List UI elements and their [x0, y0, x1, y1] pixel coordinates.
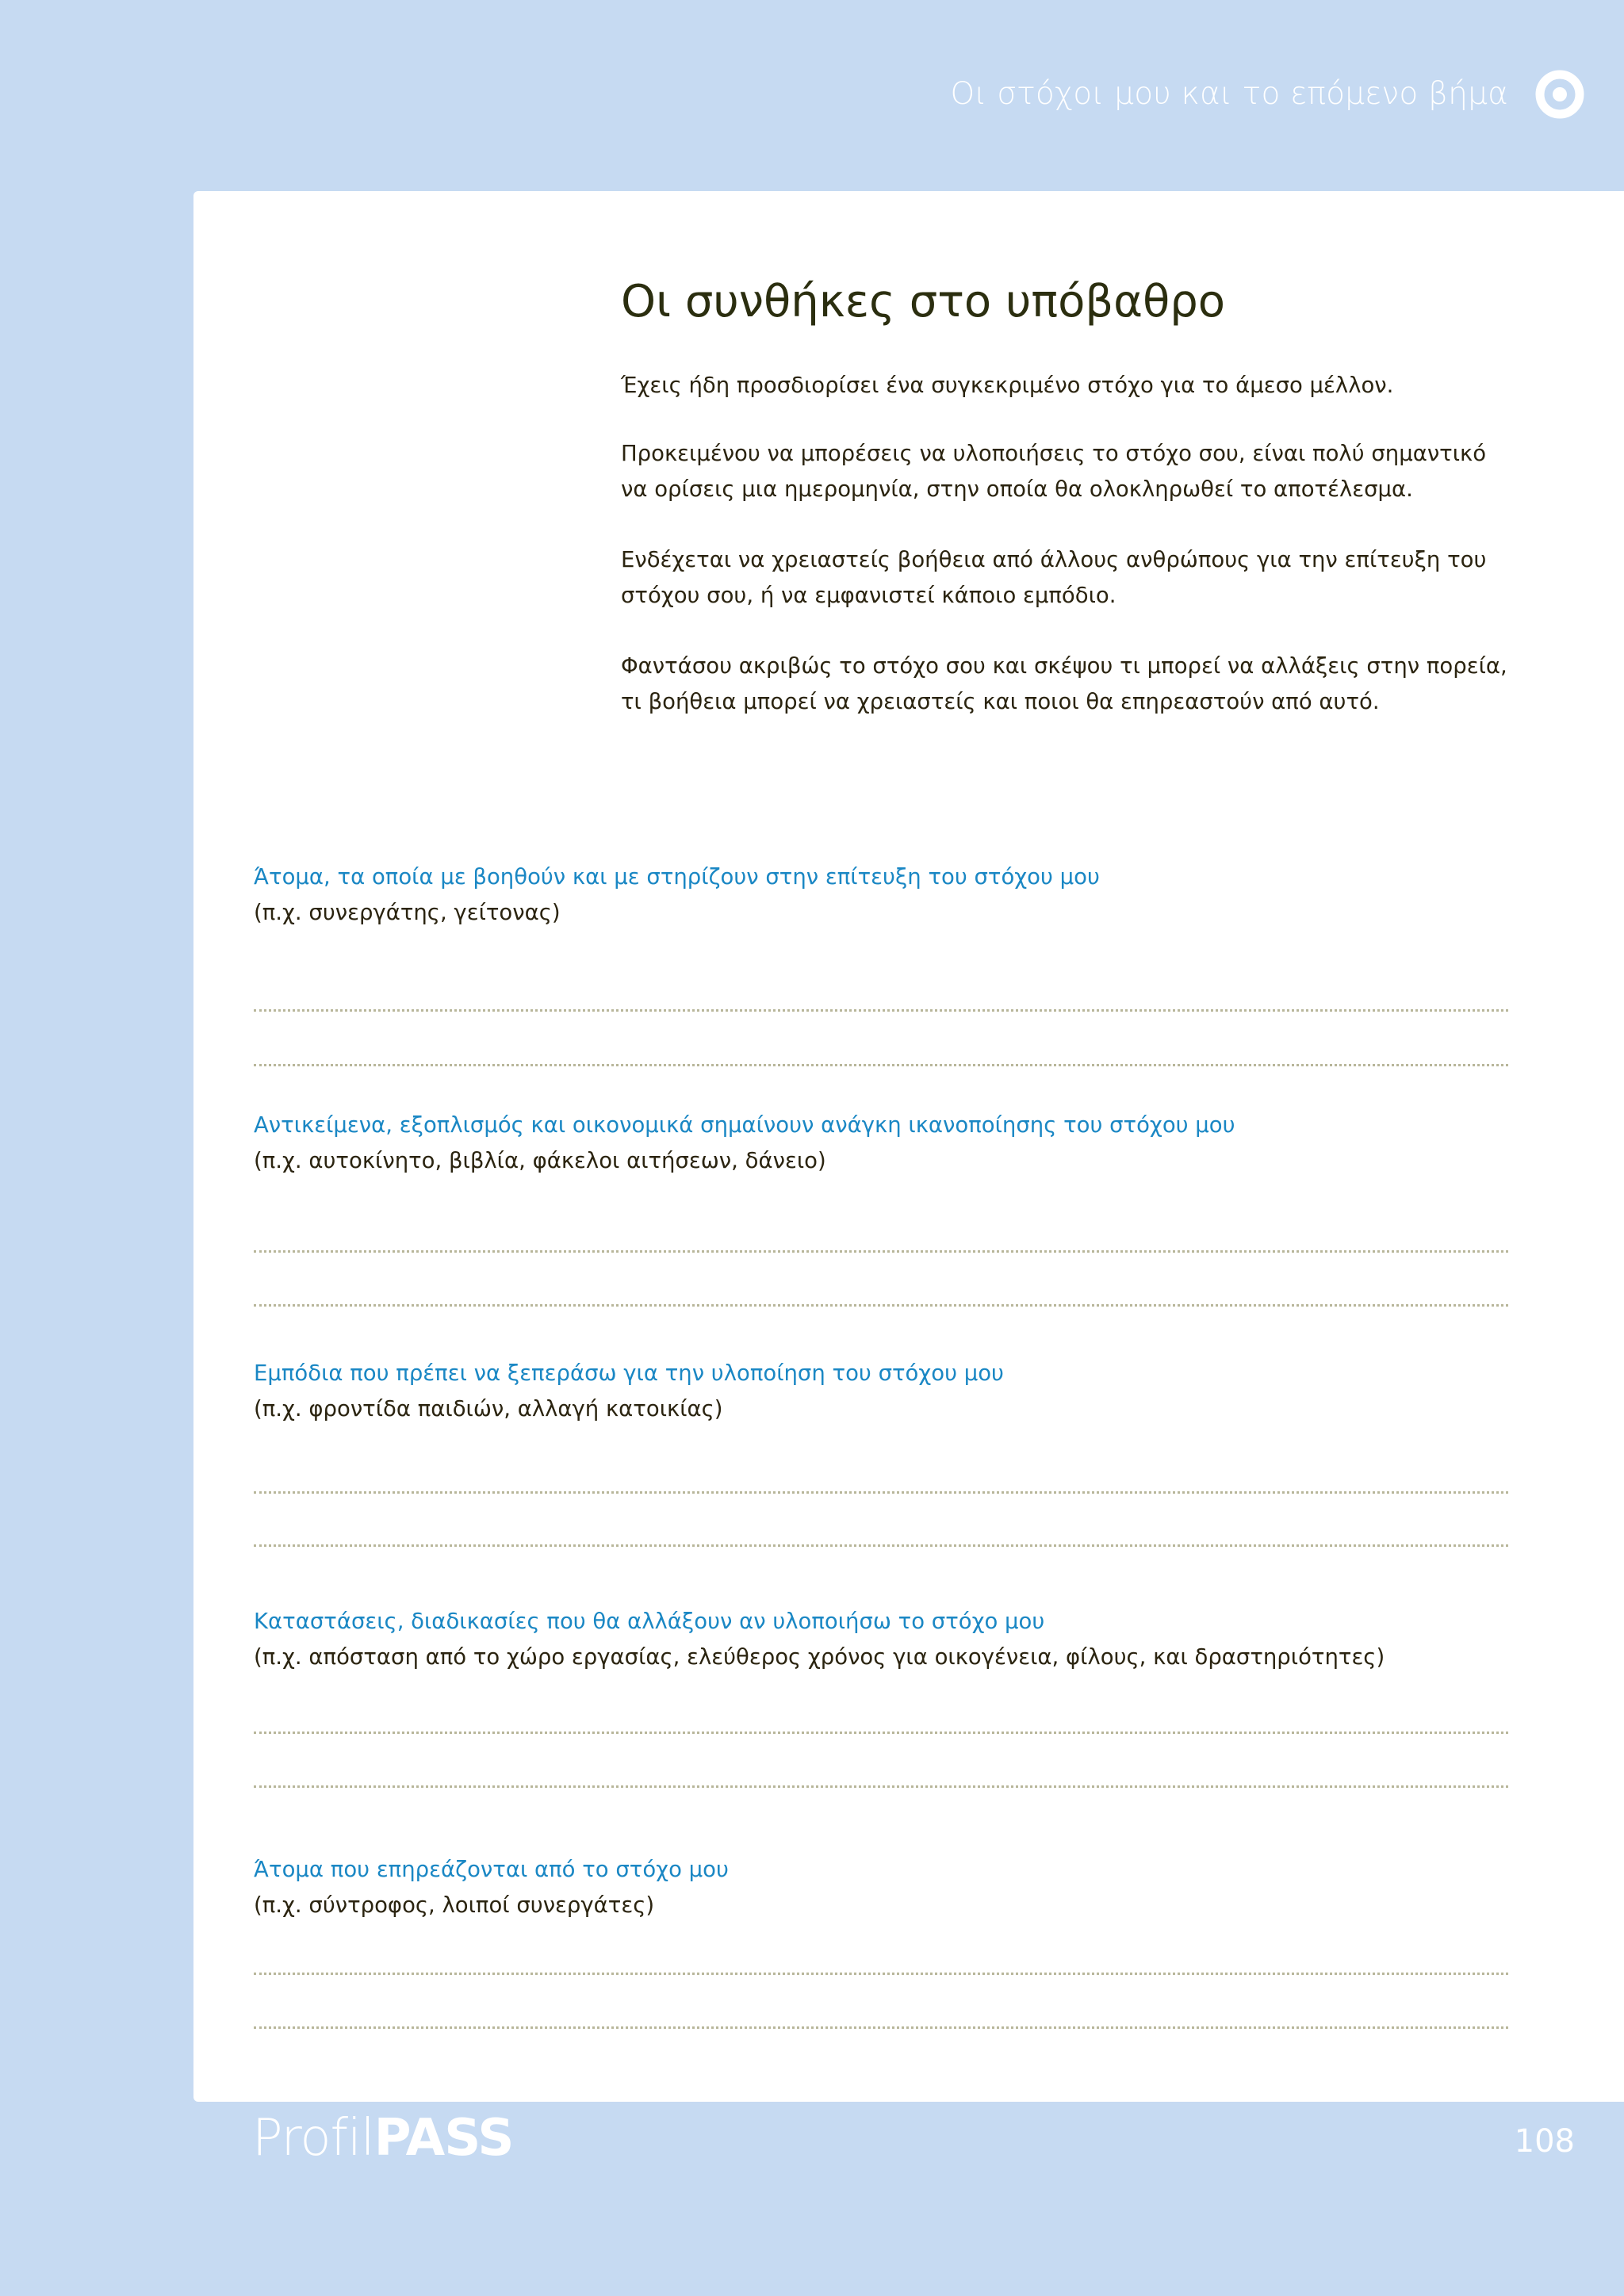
answer-line[interactable] [254, 1250, 1508, 1253]
section-example-supporters: (π.χ. συνεργάτης, γείτονας) [254, 900, 561, 925]
section-heading-supporters: Άτομα, τα οποία με βοηθούν και με στηρίζουν στην επίτευξη του στόχου μου [254, 864, 1100, 890]
answer-line[interactable] [254, 1973, 1508, 1975]
section-example-affected: (π.χ. σύντροφος, λοιποί συνεργάτες) [254, 1892, 655, 1918]
target-icon [1535, 70, 1584, 119]
answer-line[interactable] [254, 1785, 1508, 1788]
intro-paragraph-4: Φαντάσου ακριβώς το στόχο σου και σκέψου τι μπορεί να αλλάξεις στην πορεία, τι βοήθεια μπορεί να χρειαστείς και ποιοι θα επηρεαστούν από αυτό. [621, 653, 1507, 714]
intro-paragraph-1: Έχεις ήδη προσδιορίσει ένα συγκεκριμένο στόχο για το άμεσο μέλλον. [621, 373, 1394, 398]
page-title: Οι συνθήκες στο υπόβαθρο [621, 276, 1226, 327]
section-heading-changes: Καταστάσεις, διαδικασίες που θα αλλάξουν αν υλοποιήσω το στόχο μου [254, 1609, 1045, 1634]
logo-text-bold: PASS [373, 2109, 514, 2168]
section-example-resources: (π.χ. αυτοκίνητο, βιβλία, φάκελοι αιτήσεων, δάνειο) [254, 1148, 826, 1173]
section-example-changes: (π.χ. απόσταση από το χώρο εργασίας, ελεύθερος χρόνος για οικογένεια, φίλους, και δραστηριότητες) [254, 1644, 1385, 1670]
answer-line[interactable] [254, 1304, 1508, 1307]
logo-text-light: Profil [252, 2109, 374, 2168]
section-example-obstacles: (π.χ. φροντίδα παιδιών, αλλαγή κατοικίας) [254, 1396, 723, 1422]
answer-line[interactable] [254, 2026, 1508, 2029]
answer-line[interactable] [254, 1732, 1508, 1734]
profilpass-logo [252, 2109, 514, 2168]
chapter-title: Οι στόχοι μου και το επόμενο βήμα [950, 76, 1508, 112]
intro-paragraph-2: Προκειμένου να μπορέσεις να υλοποιήσεις το στόχο σου, είναι πολύ σημαντικό να ορίσεις μια ημερομηνία, στην οποία θα ολοκληρωθεί το αποτέλεσμα. [621, 441, 1487, 502]
section-heading-affected: Άτομα που επηρεάζονται από το στόχο μου [254, 1857, 729, 1882]
section-heading-resources: Αντικείμενα, εξοπλισμός και οικονομικά σημαίνουν ανάγκη ικανοποίησης του στόχου μου [254, 1112, 1235, 1138]
section-heading-obstacles: Εμπόδια που πρέπει να ξεπεράσω για την υλοποίηση του στόχου μου [254, 1360, 1004, 1386]
intro-paragraph-3: Ενδέχεται να χρειαστείς βοήθεια από άλλους ανθρώπους για την επίτευξη του στόχου σου, ή να εμφανιστεί κάποιο εμπόδιο. [621, 547, 1487, 608]
answer-line[interactable] [254, 1009, 1508, 1012]
answer-line[interactable] [254, 1491, 1508, 1494]
answer-line[interactable] [254, 1544, 1508, 1547]
page-number: 108 [1514, 2123, 1575, 2160]
answer-line[interactable] [254, 1064, 1508, 1066]
